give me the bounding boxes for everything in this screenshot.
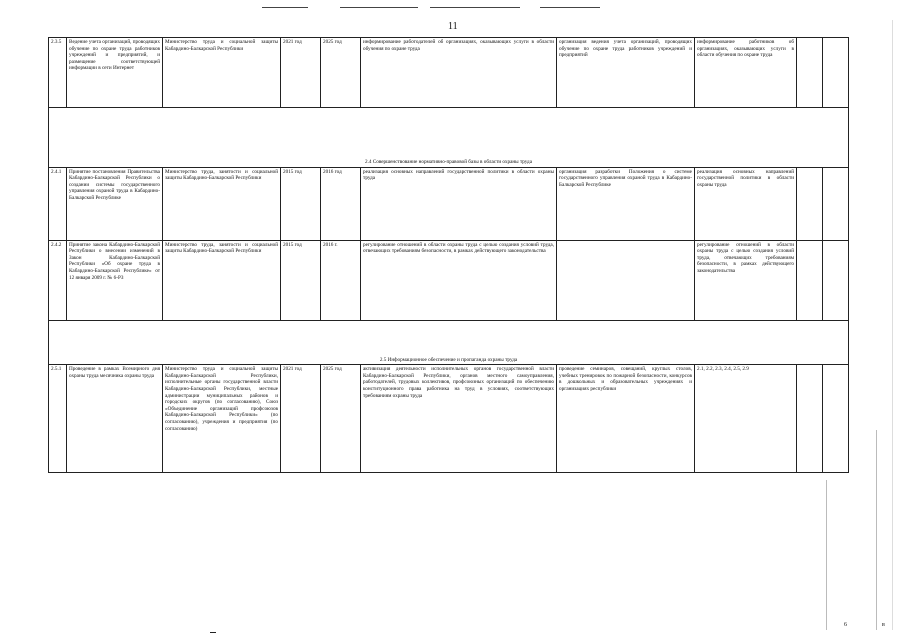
- links-cell: регулирование отношений в области охраны труда с целью создания условий труда, отвечающих требованиям безопасности, в рамках действующего законодательства: [695, 240, 797, 320]
- row-number: 2.4.2: [49, 240, 67, 320]
- section-heading: 2.5 Информационное обеспечение и пропаганда охраны труда: [49, 356, 849, 365]
- margin-line: [826, 480, 827, 630]
- margin-line: [210, 632, 216, 633]
- event-cell: Принятие постановления Правительства Кабардино-Балкарской Республики о создании системы государственного управления охраной труда в Кабардино-Балкарской Республике: [67, 167, 163, 240]
- start-year-cell: 2015 год: [281, 167, 321, 240]
- problem-cell: [557, 240, 695, 320]
- start-year-cell: 2021 год: [281, 365, 321, 473]
- measures-table: [48, 37, 849, 473]
- section-heading-row: [49, 356, 849, 365]
- page-number: 11: [448, 21, 458, 32]
- links-cell: реализация основных направлений государственной политики в области охраны труда: [695, 167, 797, 240]
- empty-cell: [823, 240, 849, 320]
- links-cell: 2.1, 2.2, 2.3, 2.4, 2.5, 2.9: [695, 365, 797, 473]
- stray-mark: в: [882, 622, 885, 628]
- start-year-cell: 2021 год: [281, 38, 321, 108]
- top-rule: [430, 7, 520, 8]
- top-rule: [540, 7, 600, 8]
- problem-cell: организация разработки Положения о системе государственного управления охраной труда в Кабардино-Балкарской Республике: [557, 167, 695, 240]
- executor-cell: Министерство труда и социальной защиты Кабардино-Балкарской Республики: [163, 38, 281, 108]
- section-heading: 2.4 Совершенствование нормативно-правовой базы в области охраны труда: [49, 158, 849, 167]
- start-year-cell: 2015 год: [281, 240, 321, 320]
- table-row: [49, 38, 849, 108]
- stray-mark: 6: [844, 622, 847, 628]
- row-number: 2.5.1: [49, 365, 67, 473]
- end-year-cell: 2025 год: [321, 38, 361, 108]
- section-spacer: [49, 108, 849, 159]
- event-cell: Ведение учета организаций, проводящих обучение по охране труда работников учреждений и предприятий, и размещение соответствующей информации в сети Интернет: [67, 38, 163, 108]
- problem-cell: проведение семинаров, совещаний, круглых столов, учебных тренировок по пожарной безопасности, конкурсов в дошкольных и образовательных учреждениях и организациях республики: [557, 365, 695, 473]
- top-rule: [262, 7, 308, 8]
- empty-cell: [797, 167, 823, 240]
- top-rule: [340, 7, 418, 8]
- end-year-cell: 2025 год: [321, 365, 361, 473]
- links-cell: информирование работников об организациях, оказывающих услуги в области обучения по охране труда: [695, 38, 797, 108]
- executor-cell: Министерство труда, занятости и социальной защиты Кабардино-Балкарской Республики: [163, 240, 281, 320]
- empty-cell: [823, 365, 849, 473]
- margin-line: [892, 20, 893, 630]
- executor-cell: Министерство труда, занятости и социальной защиты Кабардино-Балкарской Республики: [163, 167, 281, 240]
- table-row: [49, 167, 849, 240]
- event-cell: Проведение в рамках Всемирного дня охраны труда месячника охраны труда: [67, 365, 163, 473]
- table-row: [49, 240, 849, 320]
- empty-cell: [823, 38, 849, 108]
- empty-cell: [797, 240, 823, 320]
- empty-cell: [797, 365, 823, 473]
- table-row: [49, 365, 849, 473]
- result-cell: регулирование отношений в области охраны труда с целью создания условий труда, отвечающих требованиям безопасности, в рамках действующего законодательства: [361, 240, 557, 320]
- margin-line: [876, 430, 877, 630]
- empty-cell: [823, 167, 849, 240]
- executor-cell: Министерство труда и социальной защиты Кабардино-Балкарской Республики, исполнительные органы государственной власти Кабардино-Балкарской Республики, местные администрации муниципальных районов и городских округов (по согласованию), Союз «Объединение организаций профсоюзов Кабардино-Балкарской Республики» (по согласованию), учреждения и предприятия (по согласованию): [163, 365, 281, 473]
- end-year-cell: 2016 г.: [321, 240, 361, 320]
- problem-cell: организация ведения учета организаций, проводящих обучение по охране труда работников учреждений и предприятий: [557, 38, 695, 108]
- row-number: 2.3.5: [49, 38, 67, 108]
- section-heading-row: [49, 158, 849, 167]
- event-cell: Принятие закона Кабардино-Балкарской Республики о внесении изменений в Закон Кабардино-Балкарской Республики «Об охране труда в Кабардино-Балкарской Республике» от 12 января 2009 г. № 6-РЗ: [67, 240, 163, 320]
- result-cell: активизация деятельности исполнительных органов государственной власти Кабардино-Балкарской Республики, органов местного самоуправления, работодателей, трудовых коллективов, профсоюзных организаций по обеспечению конституционного права работника на труд в условиях, соответствующих требованиям охраны труда: [361, 365, 557, 473]
- row-number: 2.4.1: [49, 167, 67, 240]
- result-cell: реализация основных направлений государственной политики в области охраны труда: [361, 167, 557, 240]
- end-year-cell: 2016 год: [321, 167, 361, 240]
- section-spacer: [49, 320, 849, 356]
- result-cell: информирование работодателей об организациях, оказывающих услуги в области обучения по охране труда: [361, 38, 557, 108]
- empty-cell: [797, 38, 823, 108]
